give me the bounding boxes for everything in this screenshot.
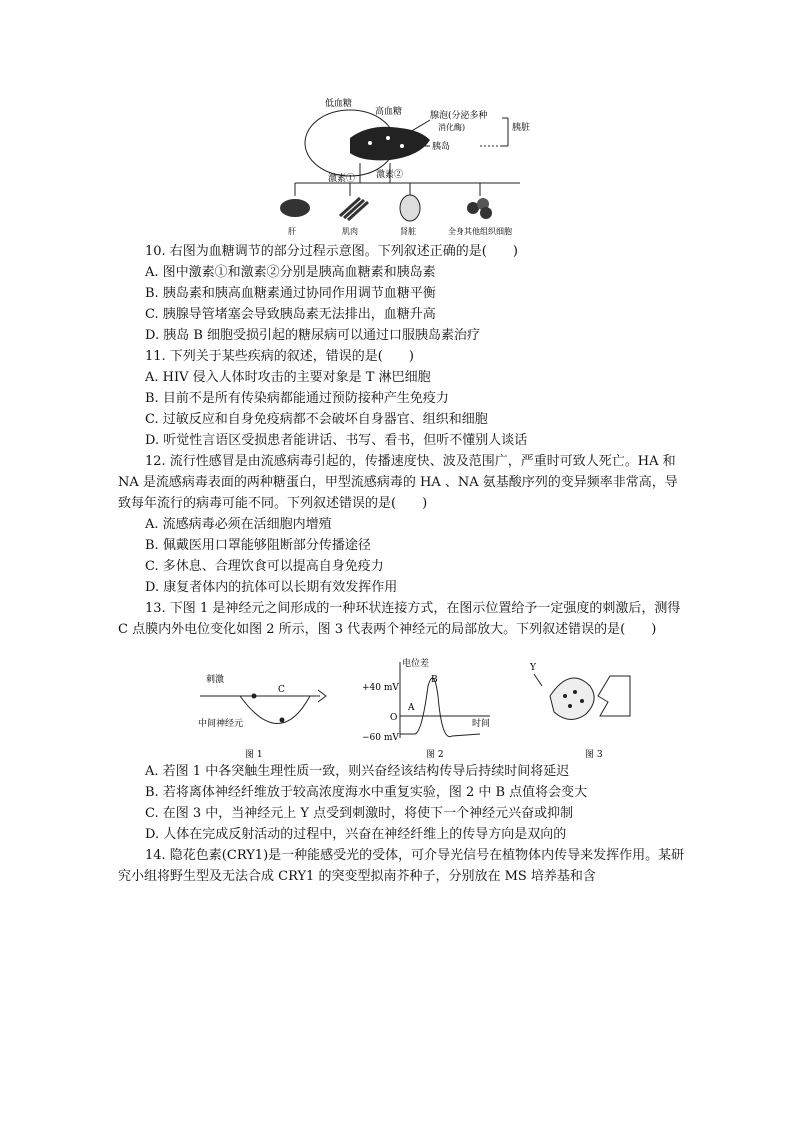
question-10 <box>118 241 688 346</box>
caption-fig2: 图 2 <box>426 750 444 760</box>
label-islet: 胰岛 <box>432 142 451 152</box>
option: B. 目前不是所有传染病都能通过预防接种产生免疫力 <box>145 391 449 406</box>
question-stem: 12. 流行性感冒是由流感病毒引起的，传播速度快、波及范围广，严重时可致人死亡。HA 和 NA 是流感病毒表面的两种糖蛋白，甲型流感病毒的 HA 、NA 氨基酸序列的变异频率非常高，导致每年流行的病毒可能不同。下列叙述错误的是( ) <box>118 454 678 511</box>
label-pancreas: 胰脏 <box>512 123 531 133</box>
label-stimulus: 刺激 <box>206 675 225 685</box>
label-acinar2: 消化酶) <box>438 123 466 132</box>
label-c: C <box>278 685 285 695</box>
label-low: 低血糖 <box>325 99 353 109</box>
option: D. 胰岛 B 细胞受损引起的糖尿病可以通过口服胰岛素治疗 <box>145 328 481 343</box>
option: B. 佩戴医用口罩能够阻断部分传播途径 <box>145 538 371 553</box>
blood-glucose-figure <box>270 98 560 238</box>
question-stem: 11. 下列关于某些疾病的叙述，错误的是( ) <box>145 349 414 364</box>
option: C. 胰腺导管堵塞会导致胰岛素无法排出，血糖升高 <box>145 307 436 322</box>
label-origin: O <box>390 713 398 723</box>
figure-3 <box>529 663 630 760</box>
question-stem: 13. 下图 1 是神经元之间形成的一种环状连接方式，在图示位置给予一定强度的刺激后，测得 C 点膜内外电位变化如图 2 所示，图 3 代表两个神经元的局部放大。下列叙述错误的是( ) <box>118 601 681 637</box>
figure-2 <box>362 657 490 760</box>
caption-fig3: 图 3 <box>585 750 603 760</box>
option: A. 流感病毒必须在活细胞内增殖 <box>145 517 332 532</box>
question-stem: 10. 右图为血糖调节的部分过程示意图。下列叙述正确的是( ) <box>145 244 518 259</box>
option: A. 若图 1 中各突触生理性质一致，则兴奋经该结构传导后持续时间将延迟 <box>145 764 570 779</box>
label-time: 时间 <box>472 719 491 729</box>
label-minus60: −60 mV <box>362 733 399 743</box>
kidney-icon <box>400 195 420 221</box>
caption-fig1: 图 1 <box>245 750 263 760</box>
cells-icon <box>467 198 492 219</box>
question-13-options <box>118 761 688 845</box>
pancreas-shape <box>350 127 430 161</box>
label-liver: 肝 <box>288 227 296 236</box>
question-14 <box>118 845 688 887</box>
option: D. 听觉性言语区受损患者能讲话、书写、看书，但听不懂别人谈话 <box>145 433 528 448</box>
label-kidney: 肾脏 <box>400 227 416 236</box>
question-11 <box>118 346 688 451</box>
label-potential: 电位差 <box>402 659 430 669</box>
label-hormone2: 激素② <box>376 170 404 180</box>
option: C. 多休息、合理饮食可以提高自身免疫力 <box>145 559 384 574</box>
option: C. 在图 3 中，当神经元上 Y 点受到刺激时，将使下一个神经元兴奋或抑制 <box>145 806 574 821</box>
label-high: 高血糖 <box>375 107 403 117</box>
label-plus40: +40 mV <box>362 683 399 693</box>
label-acinar: 腺泡(分泌多种 <box>430 111 488 121</box>
question-13-stem <box>118 598 688 640</box>
label-a: A <box>408 703 415 713</box>
neuron-figures <box>190 656 640 766</box>
label-interneuron: 中间神经元 <box>198 719 244 729</box>
option: C. 过敏反应和自身免疫病都不会破坏自身器官、组织和细胞 <box>145 412 488 427</box>
label-b: B <box>431 675 438 685</box>
option: D. 康复者体内的抗体可以长期有效发挥作用 <box>145 580 398 595</box>
liver-icon <box>280 199 310 217</box>
question-stem: 14. 隐花色素(CRY1)是一种能感受光的受体，可介导光信号在植物体内传导来发挥作用。某研究小组将野生型及无法合成 CRY1 的突变型拟南芥种子，分别放在 MS 培养基和含 <box>118 848 685 884</box>
option: B. 若将离体神经纤维放于较高浓度海水中重复实验，图 2 中 B 点值将会变大 <box>145 785 588 800</box>
label-hormone1: 激素① <box>328 174 356 184</box>
option: A. 图中激素①和激素②分别是胰高血糖素和胰岛素 <box>145 265 436 280</box>
label-muscle: 肌肉 <box>342 227 358 236</box>
label-y: Y <box>530 663 536 673</box>
figure-1 <box>198 673 326 760</box>
muscle-icon <box>340 198 368 220</box>
option: B. 胰岛素和胰高血糖素通过协同作用调节血糖平衡 <box>145 286 436 301</box>
question-12 <box>118 451 688 598</box>
option: D. 人体在完成反射活动的过程中，兴奋在神经纤维上的传导方向是双向的 <box>145 827 567 842</box>
option: A. HIV 侵入人体时攻击的主要对象是 T 淋巴细胞 <box>145 370 431 385</box>
label-other: 全身其他组织细胞 <box>448 227 512 236</box>
